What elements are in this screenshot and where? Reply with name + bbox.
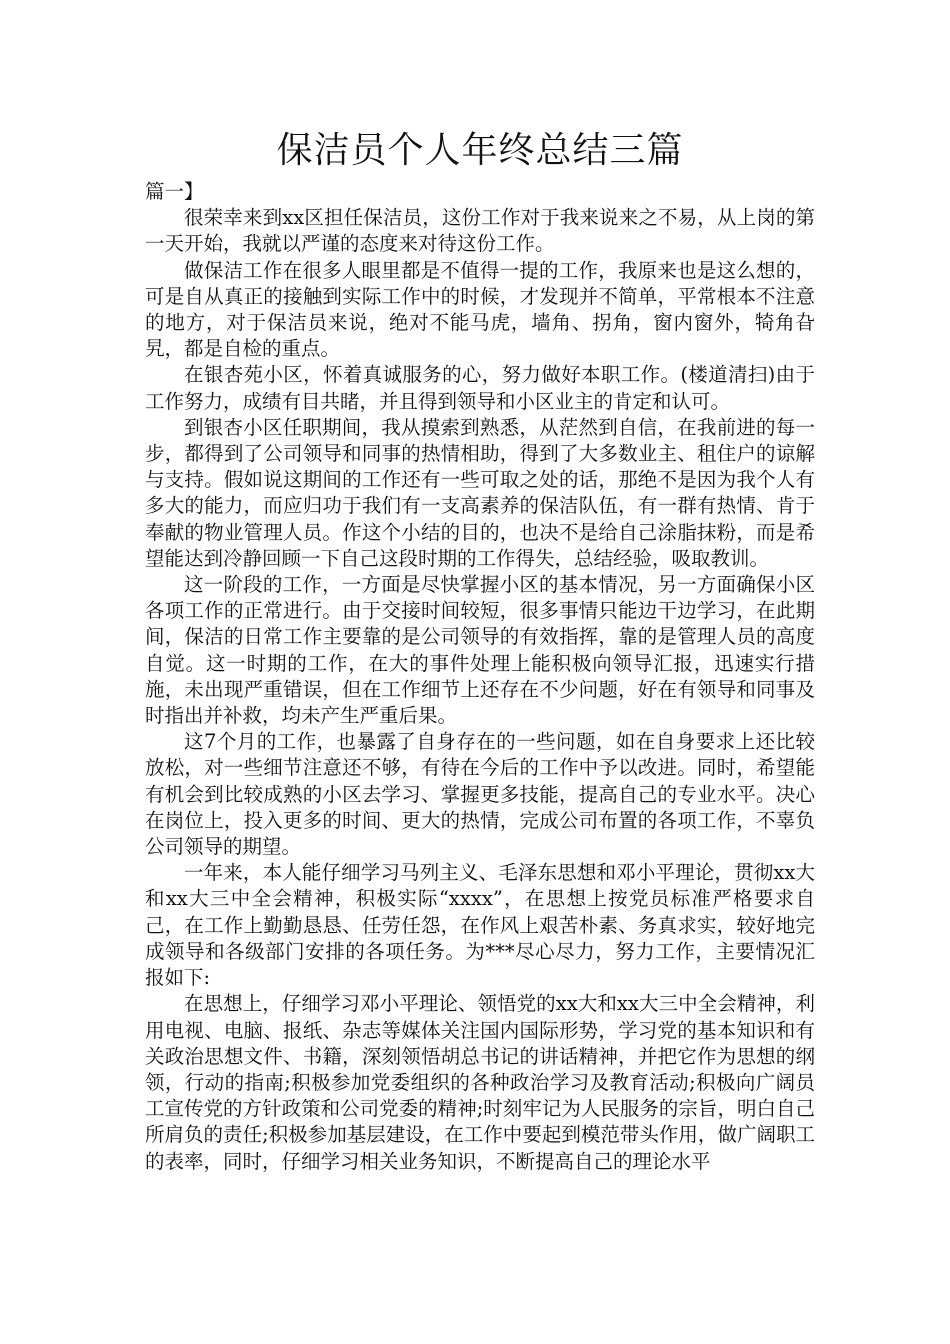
document-page <box>145 125 815 1290</box>
paragraph: 这一阶段的工作，一方面是尽快掌握小区的基本情况，另一方面确保小区各项工作的正常进行。由于交接时间较短，很多事情只能边干边学习，在此期间，保洁的日常工作主要靠的是公司领导的有效指挥，靠的是管理人员的高度自觉。这一时期的工作，在大的事件处理上能积极向领导汇报，迅速实行措施，未出现严重错误，但在工作细节上还存在不少问题，好在有领导和同事及时指出并补救，均未产生严重后果。 <box>145 573 815 728</box>
paragraph: 在思想上，仔细学习邓小平理论、领悟党的xx大和xx大三中全会精神，利用电视、电脑、报纸、杂志等媒体关注国内国际形势，学习党的基本知识和有关政治思想文件、书籍，深刻领悟胡总书记的讲话精神，并把它作为思想的纲领，行动的指南;积极参加党委组织的各种政治学习及教育活动;积极向广阔员工宣传党的方针政策和公司党委的精神;时刻牢记为人民服务的宗旨，明白自己所肩负的责任;积极参加基层建设，在工作中要起到模范带头作用，做广阔职工的表率，同时，仔细学习相关业务知识，不断提高自己的理论水平 <box>145 992 815 1173</box>
section-label: 篇一】 <box>145 180 204 203</box>
paragraph: 做保洁工作在很多人眼里都是不值得一提的工作，我原来也是这么想的，可是自从真正的接触到实际工作中的时候，才发现并不简单，平常根本不注意的地方，对于保洁员来说，绝对不能马虎，墙角、拐角，窗内窗外，犄角旮旯，都是自检的重点。 <box>145 258 815 361</box>
paragraph: 很荣幸来到xx区担任保洁员，这份工作对于我来说来之不易，从上岗的第一天开始，我就以严谨的态度来对待这份工作。 <box>145 206 815 256</box>
paragraph: 这7个月的工作，也暴露了自身存在的一些问题，如在自身要求上还比较放松，对一些细节注意还不够，有待在今后的工作中予以改进。同时，希望能有机会到比较成熟的小区去学习、掌握更多技能，提高自己的专业水平。决心在岗位上，投入更多的时间、更大的热情，完成公司布置的各项工作，不辜负公司领导的期望。 <box>145 730 815 859</box>
document-title: 保洁员个人年终总结三篇 <box>276 130 684 171</box>
document-body <box>145 205 815 1290</box>
paragraph: 在银杏苑小区，怀着真诚服务的心，努力做好本职工作。(楼道清扫)由于工作努力，成绩有目共睹，并且得到领导和小区业主的肯定和认可。 <box>145 363 815 413</box>
paragraph: 到银杏小区任职期间，我从摸索到熟悉，从茫然到自信，在我前进的每一步，都得到了公司领导和同事的热情相助，得到了大多数业主、租住户的谅解与支持。假如说这期间的工作还有一些可取之处的话，那绝不是因为我个人有多大的能力，而应归功于我们有一支高素养的保洁队伍，有一群有热情、肯于奉献的物业管理人员。作这个小结的目的，也决不是给自己涂脂抹粉，而是希望能达到冷静回顾一下自己这段时期的工作得失，总结经验，吸取教训。 <box>145 415 815 570</box>
paragraph: 一年来，本人能仔细学习马列主义、毛泽东思想和邓小平理论，贯彻xx大和xx大三中全会精神，积极实际“xxxx”，在思想上按党员标准严格要求自己，在工作上勤勤恳恳、任劳任怨，在作风上艰苦朴素、务真求实，较好地完成领导和各级部门安排的各项任务。为***尽心尽力，努力工作，主要情况汇报如下: <box>145 861 815 990</box>
